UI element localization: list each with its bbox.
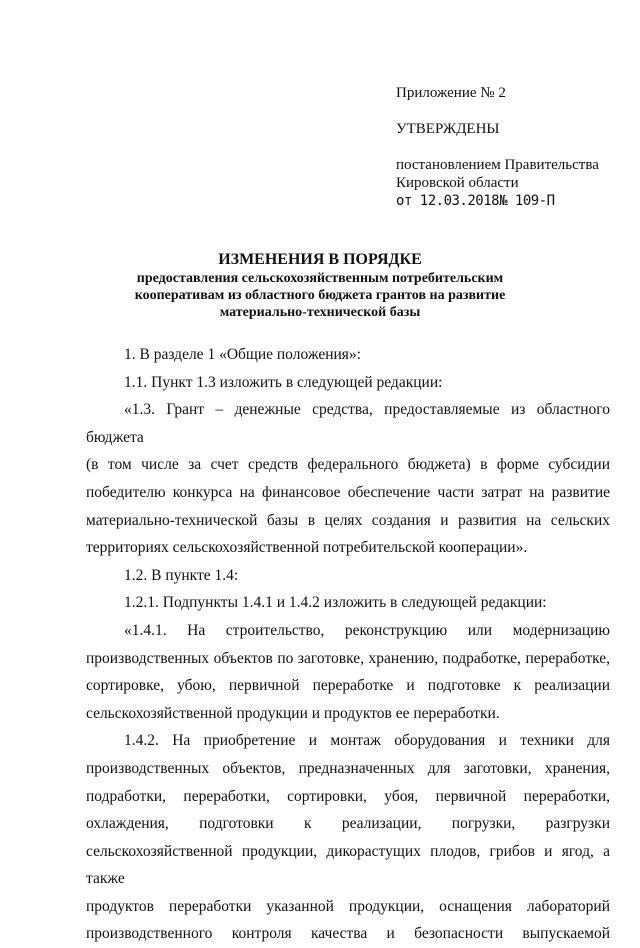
decree-date-number: от 12.03.2018№ 109-П [396, 193, 555, 209]
body-line: «1.3. Грант – денежные средства, предоставляемые из областного бюджета [86, 401, 610, 446]
body-line: 1.1. Пункт 1.3 изложить в следующей редакции: [124, 373, 443, 391]
body-line: сортировке, убою, первичной переработке и подготовке к реализации [86, 677, 610, 695]
document-heading: ИЗМЕНЕНИЯ В ПОРЯДКЕ [218, 251, 422, 268]
body-line: сельскохозяйственной продукции и продуктов ее переработки. [86, 704, 500, 722]
approval-stamp-text: УТВЕРЖДЕНЫ [396, 121, 500, 137]
document-title-block [0, 250, 640, 321]
body-line: охлаждения, подготовки к реализации, погрузки, разгрузки [86, 815, 610, 833]
body-line: победителю конкурса на финансовое обеспечение части затрат на развитие [86, 483, 610, 501]
body-line: 1.2. В пункте 1.4: [124, 566, 239, 584]
body-line: производственных объектов по заготовке, хранению, подработке, переработке, [86, 649, 610, 667]
document-subtitle-line-2: кооперативам из областного бюджета грантов на развитие [134, 288, 506, 303]
body-line: производственного контроля качества и безопасности выпускаемой [86, 925, 610, 943]
document-body [86, 341, 610, 948]
body-line: 1.4.2. На приобретение и монтаж оборудования и техники для [124, 732, 610, 750]
body-line: территориях сельскохозяйственной потребительской кооперации». [86, 539, 528, 557]
document-subtitle-line-1: предоставления сельскохозяйственным потребительским [136, 271, 504, 286]
appendix-number: Приложение № 2 [396, 85, 506, 101]
document-subtitle-line-3: материально-технической базы [219, 305, 421, 320]
body-line: 1. В разделе 1 «Общие положения»: [124, 346, 361, 363]
body-line: сельскохозяйственной продукции, дикорастущих плодов, грибов и ягод, а также [86, 842, 610, 888]
body-line: подработки, переработки, сортировки, убоя, первичной переработки, [86, 787, 610, 805]
body-line: 1.2.1. Подпункты 1.4.1 и 1.4.2 изложить в следующей редакции: [124, 594, 547, 612]
approved-by-line-2: Кировской области [396, 175, 519, 191]
body-line: материально-технической базы в целях создания и развития на сельских [86, 511, 610, 529]
approved-by-line-1: постановлением Правительства [396, 157, 599, 173]
appendix-block [396, 84, 636, 210]
body-line: производственных объектов, предназначенных для заготовки, хранения, [86, 759, 610, 777]
body-line: «1.4.1. На строительство, реконструкцию или модернизацию [124, 621, 610, 639]
body-line: (в том числе за счет средств федерального бюджета) в форме субсидии [86, 456, 610, 474]
body-line: продуктов переработки указанной продукции, оснащения лабораторий [86, 897, 610, 915]
